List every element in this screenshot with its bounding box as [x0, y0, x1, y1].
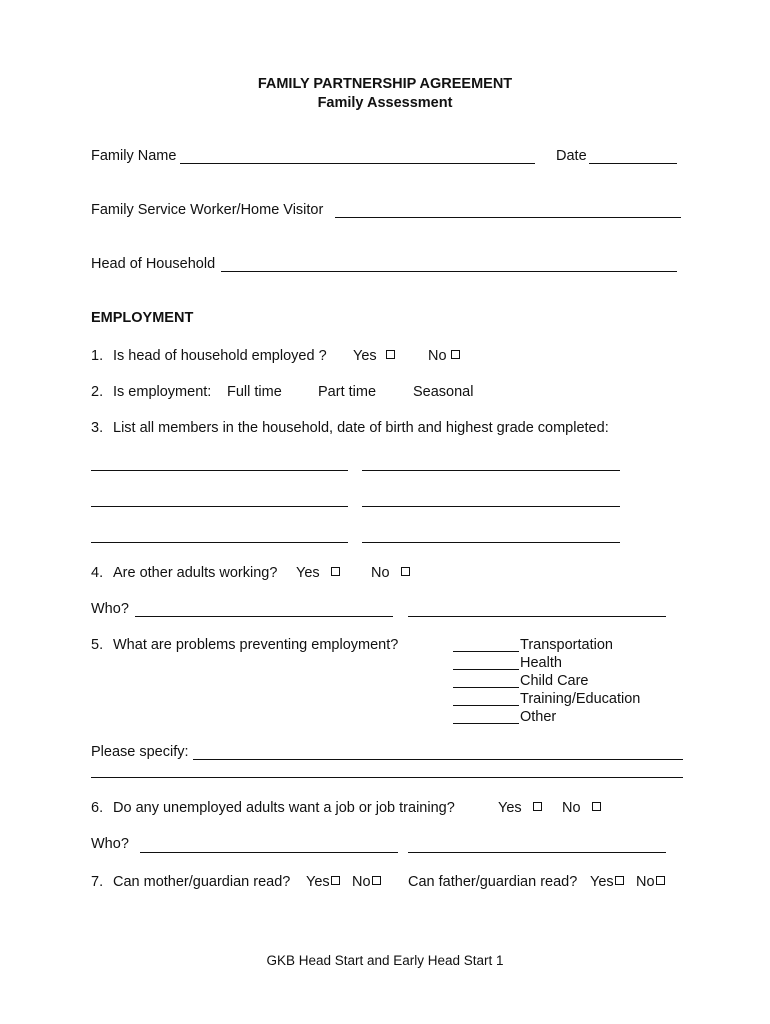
question-1-no[interactable]: [428, 348, 460, 364]
father-read-yes[interactable]: [590, 874, 624, 890]
question-2: [91, 384, 211, 400]
specify-field[interactable]: [193, 759, 683, 760]
no-label: No: [562, 800, 581, 816]
checkbox-icon[interactable]: [615, 876, 624, 885]
question-1-number: 1.: [91, 348, 104, 364]
checkbox-icon[interactable]: [372, 876, 381, 885]
member-field[interactable]: [91, 506, 348, 507]
member-field[interactable]: [91, 470, 348, 471]
section-heading: EMPLOYMENT: [91, 310, 194, 326]
option-health: Health: [520, 655, 562, 671]
option-full-time[interactable]: Full time: [227, 384, 282, 400]
date-label: Date: [556, 148, 587, 164]
question-2-text: Is employment:: [113, 384, 212, 400]
mother-read-yes[interactable]: [306, 874, 340, 890]
option-blank[interactable]: [453, 687, 519, 688]
question-6-no[interactable]: [562, 800, 601, 816]
no-label: No: [636, 874, 655, 890]
question-3-text: List all members in the household, date of birth and highest grade completed:: [113, 420, 609, 436]
option-transportation: Transportation: [520, 637, 613, 653]
head-of-household-field[interactable]: [221, 271, 677, 272]
question-1-yes[interactable]: [353, 348, 395, 364]
question-5-text: What are problems preventing employment?: [113, 637, 399, 653]
option-blank[interactable]: [453, 669, 519, 670]
question-1: [91, 348, 327, 364]
question-4: [91, 565, 277, 581]
question-2-number: 2.: [91, 384, 104, 400]
no-label: No: [352, 874, 371, 890]
question-1-text: Is head of household employed ?: [113, 348, 327, 364]
worker-label: Family Service Worker/Home Visitor: [91, 202, 324, 218]
member-field[interactable]: [362, 542, 620, 543]
option-other: Other: [520, 709, 557, 725]
question-3: [91, 420, 609, 436]
please-specify-label: Please specify:: [91, 744, 189, 760]
father-read-question: Can father/guardian read?: [408, 874, 578, 890]
who-field[interactable]: [408, 852, 666, 853]
yes-label: Yes: [296, 565, 320, 581]
specify-field-continued[interactable]: [91, 777, 683, 778]
checkbox-icon[interactable]: [331, 876, 340, 885]
yes-label: Yes: [353, 348, 377, 364]
who-label: Who?: [91, 601, 129, 617]
page-footer: GKB Head Start and Early Head Start 1: [266, 953, 504, 968]
question-4-text: Are other adults working?: [113, 565, 278, 581]
question-6-yes[interactable]: [498, 800, 542, 816]
who-field[interactable]: [140, 852, 398, 853]
who-field[interactable]: [408, 616, 666, 617]
checkbox-icon[interactable]: [592, 802, 601, 811]
option-blank[interactable]: [453, 723, 519, 724]
question-6-text: Do any unemployed adults want a job or job training?: [113, 800, 455, 816]
who-field[interactable]: [135, 616, 393, 617]
yes-label: Yes: [306, 874, 330, 890]
checkbox-icon[interactable]: [386, 350, 395, 359]
worker-field[interactable]: [335, 217, 681, 218]
question-4-number: 4.: [91, 565, 104, 581]
question-4-no[interactable]: [371, 565, 410, 581]
father-read-no[interactable]: [636, 874, 665, 890]
head-of-household-label: Head of Household: [91, 256, 216, 272]
member-field[interactable]: [362, 470, 620, 471]
member-field[interactable]: [91, 542, 348, 543]
who-label: Who?: [91, 836, 129, 852]
document-subtitle: Family Assessment: [317, 95, 453, 111]
option-seasonal[interactable]: Seasonal: [413, 384, 474, 400]
option-blank[interactable]: [453, 705, 519, 706]
yes-label: Yes: [590, 874, 614, 890]
question-5-number: 5.: [91, 637, 104, 653]
no-label: No: [428, 348, 447, 364]
family-name-label: Family Name: [91, 148, 177, 164]
checkbox-icon[interactable]: [533, 802, 542, 811]
question-7-number: 7.: [91, 874, 104, 890]
question-7: [91, 874, 290, 890]
option-training-education: Training/Education: [520, 691, 641, 707]
family-name-field[interactable]: [180, 163, 535, 164]
option-blank[interactable]: [453, 651, 519, 652]
checkbox-icon[interactable]: [401, 567, 410, 576]
question-7-text: Can mother/guardian read?: [113, 874, 291, 890]
yes-label: Yes: [498, 800, 522, 816]
document-title: FAMILY PARTNERSHIP AGREEMENT: [257, 76, 513, 92]
option-part-time[interactable]: Part time: [318, 384, 377, 400]
date-field[interactable]: [589, 163, 677, 164]
question-6: [91, 800, 455, 816]
mother-read-no[interactable]: [352, 874, 381, 890]
question-5: [91, 637, 398, 653]
member-field[interactable]: [362, 506, 620, 507]
question-4-yes[interactable]: [296, 565, 340, 581]
question-6-number: 6.: [91, 800, 104, 816]
no-label: No: [371, 565, 390, 581]
checkbox-icon[interactable]: [656, 876, 665, 885]
checkbox-icon[interactable]: [331, 567, 340, 576]
question-3-number: 3.: [91, 420, 104, 436]
checkbox-icon[interactable]: [451, 350, 460, 359]
option-child-care: Child Care: [520, 673, 589, 689]
